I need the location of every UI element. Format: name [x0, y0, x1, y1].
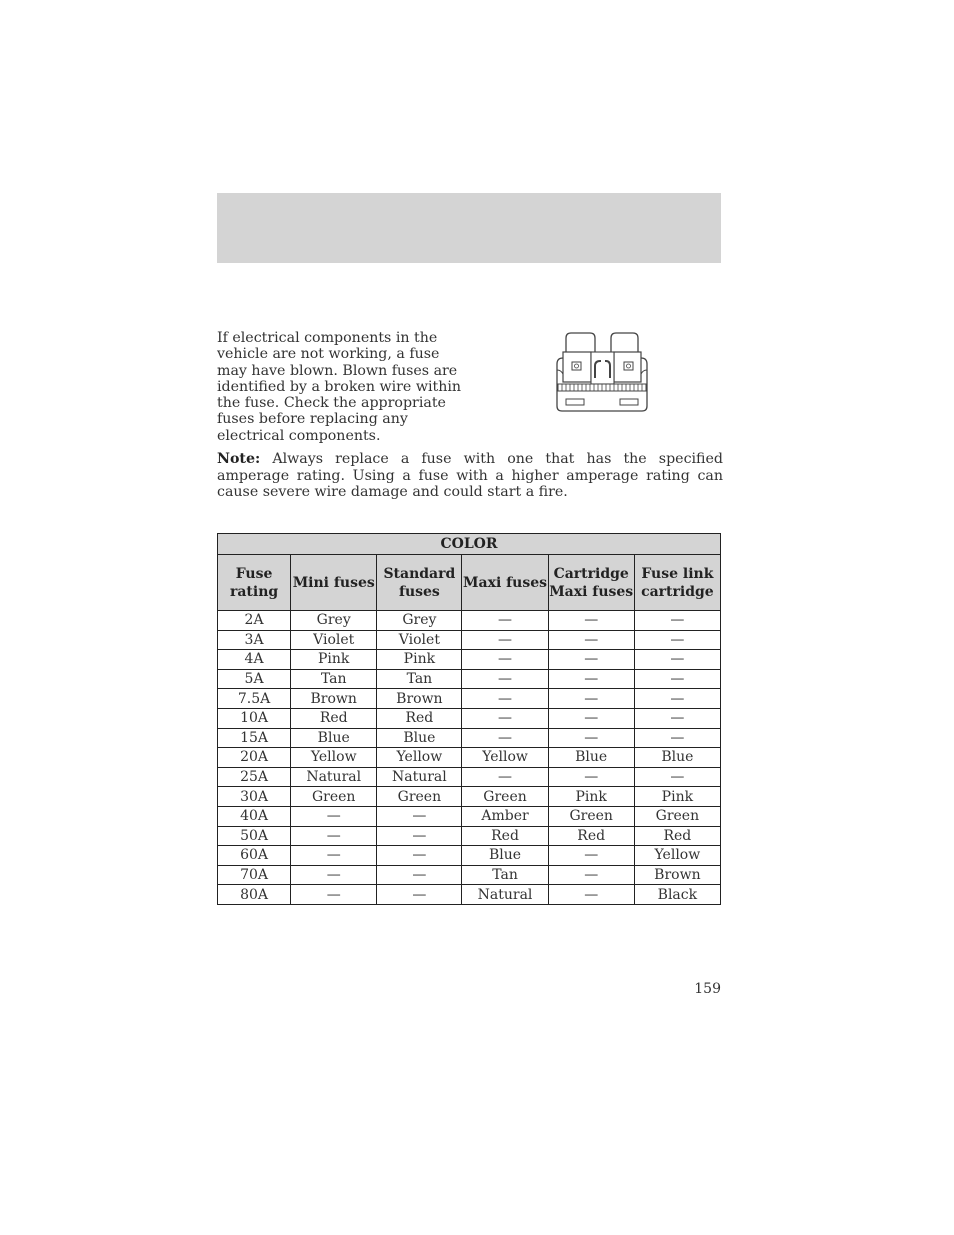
table-cell: Red	[462, 826, 548, 846]
table-cell: —	[462, 669, 548, 689]
table-cell: —	[377, 865, 462, 885]
table-row	[218, 787, 721, 807]
table-cell: Pink	[291, 650, 377, 670]
table-row	[218, 611, 721, 631]
table-cell: 15A	[218, 728, 291, 748]
table-cell: Green	[548, 806, 634, 826]
note-text: Always replace a fuse with one that has the specified amperage rating. Using a fuse with a higher amperage rating can cause severe wire damage and could start a fire.	[217, 451, 723, 500]
table-row	[218, 689, 721, 709]
table-cell: 3A	[218, 630, 291, 650]
table-cell: —	[462, 728, 548, 748]
page-number: 159	[694, 981, 721, 997]
column-header-maxi-fuses: Maxi fuses	[462, 555, 548, 611]
table-cell: —	[291, 885, 377, 905]
table-cell: Grey	[377, 611, 462, 631]
note-paragraph	[217, 451, 723, 501]
table-cell: Grey	[291, 611, 377, 631]
table-cell: —	[462, 611, 548, 631]
table-cell: —	[548, 846, 634, 866]
table-cell: —	[462, 630, 548, 650]
table-cell: —	[291, 826, 377, 846]
table-cell: Natural	[291, 767, 377, 787]
table-cell: Green	[634, 806, 720, 826]
table-cell: Pink	[634, 787, 720, 807]
table-cell: —	[291, 846, 377, 866]
table-cell: —	[634, 611, 720, 631]
table-cell: Red	[377, 708, 462, 728]
table-row	[218, 826, 721, 846]
table-cell: Blue	[634, 748, 720, 768]
table-cell: Tan	[462, 865, 548, 885]
table-cell: 80A	[218, 885, 291, 905]
table-cell: —	[634, 767, 720, 787]
color-group-header: COLOR	[218, 534, 721, 555]
table-cell: Blue	[377, 728, 462, 748]
table-cell: Natural	[377, 767, 462, 787]
table-cell: Red	[548, 826, 634, 846]
table-cell: —	[634, 669, 720, 689]
table-row	[218, 846, 721, 866]
column-header-fuse-link-cartridge: Fuse link cartridge	[634, 555, 720, 611]
table-cell: —	[634, 650, 720, 670]
table-cell: Brown	[291, 689, 377, 709]
table-row	[218, 650, 721, 670]
table-cell: 20A	[218, 748, 291, 768]
table-cell: 60A	[218, 846, 291, 866]
table-cell: Blue	[291, 728, 377, 748]
table-cell: —	[291, 865, 377, 885]
table-cell: Brown	[377, 689, 462, 709]
column-header-fuse-rating: Fuse rating	[218, 555, 291, 611]
table-cell: Green	[462, 787, 548, 807]
table-cell: Natural	[462, 885, 548, 905]
table-cell: Tan	[377, 669, 462, 689]
table-cell: 25A	[218, 767, 291, 787]
table-cell: —	[548, 630, 634, 650]
table-row	[218, 708, 721, 728]
table-cell: Amber	[462, 806, 548, 826]
table-cell: —	[548, 767, 634, 787]
table-cell: —	[548, 728, 634, 748]
table-cell: —	[634, 708, 720, 728]
table-cell: Brown	[634, 865, 720, 885]
table-cell: Black	[634, 885, 720, 905]
table-row	[218, 865, 721, 885]
table-cell: —	[377, 826, 462, 846]
table-cell: —	[634, 728, 720, 748]
table-cell: —	[548, 865, 634, 885]
table-cell: —	[377, 846, 462, 866]
table-row	[218, 885, 721, 905]
table-cell: —	[548, 650, 634, 670]
table-cell: Yellow	[377, 748, 462, 768]
table-cell: 50A	[218, 826, 291, 846]
table-cell: Tan	[291, 669, 377, 689]
table-cell: 4A	[218, 650, 291, 670]
table-cell: —	[634, 689, 720, 709]
table-cell: Yellow	[462, 748, 548, 768]
table-cell: —	[462, 689, 548, 709]
table-cell: —	[291, 806, 377, 826]
table-row	[218, 767, 721, 787]
table-cell: Yellow	[634, 846, 720, 866]
table-cell: 70A	[218, 865, 291, 885]
table-row	[218, 669, 721, 689]
table-cell: Green	[291, 787, 377, 807]
column-header-standard-fuses: Standard fuses	[377, 555, 462, 611]
column-header-mini-fuses: Mini fuses	[291, 555, 377, 611]
table-row	[218, 806, 721, 826]
table-cell: Pink	[377, 650, 462, 670]
table-cell: —	[548, 689, 634, 709]
table-cell: 2A	[218, 611, 291, 631]
table-cell: —	[377, 885, 462, 905]
table-cell: Yellow	[291, 748, 377, 768]
column-header-cartridge-maxi-fuses: Cartridge Maxi fuses	[548, 555, 634, 611]
table-row	[218, 748, 721, 768]
table-cell: 5A	[218, 669, 291, 689]
fuse-cartridge-icon	[553, 330, 651, 416]
table-cell: —	[634, 630, 720, 650]
table-cell: 40A	[218, 806, 291, 826]
table-cell: Pink	[548, 787, 634, 807]
table-cell: Red	[634, 826, 720, 846]
table-cell: —	[548, 611, 634, 631]
fuse-color-table	[217, 533, 721, 905]
table-cell: —	[462, 650, 548, 670]
table-cell: —	[548, 669, 634, 689]
table-cell: Green	[377, 787, 462, 807]
table-cell: Violet	[377, 630, 462, 650]
note-label: Note:	[217, 451, 261, 467]
table-row	[218, 630, 721, 650]
table-cell: —	[377, 806, 462, 826]
table-cell: Violet	[291, 630, 377, 650]
table-cell: 30A	[218, 787, 291, 807]
table-cell: —	[462, 708, 548, 728]
table-cell: —	[462, 767, 548, 787]
header-band	[217, 193, 721, 263]
table-row	[218, 728, 721, 748]
table-cell: 10A	[218, 708, 291, 728]
table-cell: —	[548, 708, 634, 728]
table-cell: 7.5A	[218, 689, 291, 709]
table-cell: Blue	[548, 748, 634, 768]
table-cell: Red	[291, 708, 377, 728]
intro-paragraph: If electrical components in the vehicle are not working, a fuse may have blown. Blown fuses are identified by a broken wire within the fuse. Check the appropriate fuses before replacing any electrical components.	[217, 330, 462, 444]
table-cell: Blue	[462, 846, 548, 866]
table-cell: —	[548, 885, 634, 905]
